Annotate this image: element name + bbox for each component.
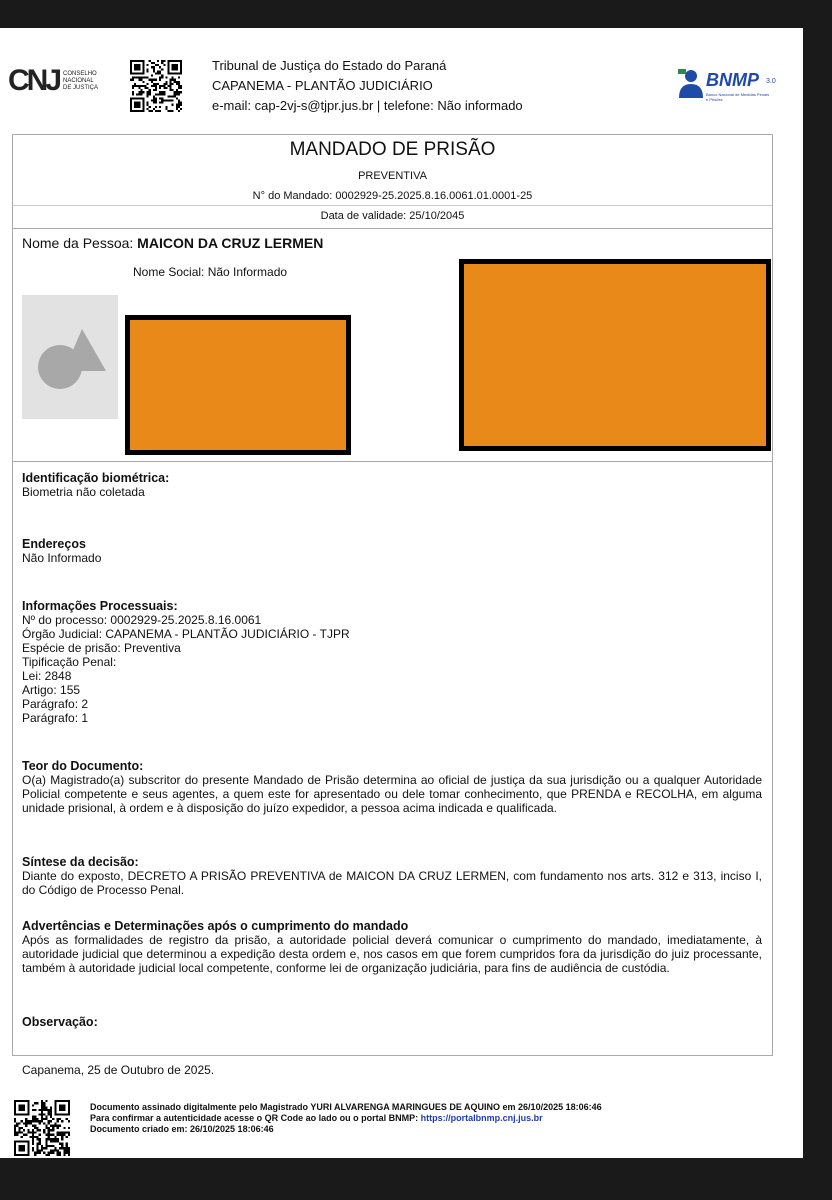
social-name: Nome Social: Não Informado (133, 265, 288, 279)
qr-code-icon[interactable] (130, 60, 182, 112)
verify-line (90, 1113, 602, 1124)
cnj-logo-icon: CNJ (8, 64, 60, 97)
signature-footer (90, 1102, 602, 1135)
section-process (22, 599, 762, 725)
redaction-box (459, 259, 771, 451)
process-line: Artigo: 155 (22, 683, 81, 697)
cnj-logo-text (63, 71, 98, 92)
bnmp-version: 3.0 (766, 78, 776, 85)
redaction-box (125, 315, 351, 455)
section-text: Diante do exposto, DECRETO A PRISÃO PREVENTIVA de MAICON DA CRUZ LERMEN, com fundamento nos arts. 312 e 313, inciso I, do Código de Processo Penal. (22, 869, 762, 897)
photo-placeholder-icon (22, 295, 118, 419)
cnj-line-3: DE JUSTIÇA (63, 84, 99, 91)
section-biometric (22, 471, 762, 499)
process-line: Órgão Judicial: CAPANEMA - PLANTÃO JUDICIÁRIO - TJPR (22, 627, 350, 641)
court-unit: CAPANEMA - PLANTÃO JUDICIÁRIO (212, 78, 433, 93)
section-heading: Observação: (22, 1015, 98, 1029)
process-line: Nº do processo: 0002929-25.2025.8.16.0061 (22, 613, 262, 627)
document-page (0, 28, 803, 1158)
person-name: MAICON DA CRUZ LERMEN (137, 235, 324, 251)
court-info (212, 56, 523, 116)
section-observation (22, 1015, 762, 1029)
process-line: Parágrafo: 2 (22, 697, 89, 711)
process-line: Lei: 2848 (22, 669, 72, 683)
section-text: Após as formalidades de registro da prisão, a autoridade policial deverá comunicar o cumprimento do mandado, imediatamente, à autoridade judicial que determinou a expedição desta ordem e, nos casos em que forem cumpridos fora da jurisdição do juiz processante, também à autoridade judicial local competente, conforme lei de organização judiciária, para fins de audiência de custódia. (22, 933, 762, 975)
cnj-line-2: NACIONAL (63, 77, 94, 84)
warrant-number: N° do Mandado: 0002929-25.2025.8.16.0061.01.0001-25 (252, 190, 533, 202)
document-header (0, 28, 803, 133)
place-date: Capanema, 25 de Outubro de 2025. (22, 1063, 215, 1077)
section-heading: Síntese da decisão: (22, 855, 139, 869)
section-text: Não Informado (22, 551, 102, 565)
section-heading: Informações Processuais: (22, 599, 178, 613)
warrant-type: PREVENTIVA (358, 170, 427, 182)
warrant-title-box (13, 135, 772, 229)
process-line: Espécie de prisão: Preventiva (22, 641, 181, 655)
section-text: O(a) Magistrado(a) subscritor do presente Mandado de Prisão determina ao oficial de justiça da sua jurisdição ou a qualquer Autoridade Policial competente e seus agentes, a quem este for apresentado ou dele tomar conhecimento, que PRENDA e RECOLHA, em alguma unidade prisional, à ordem e à disposição do juízo expedidor, a pessoa acima indicada e qualificada. (22, 773, 762, 815)
warrant-validity: Data de validade: 25/10/2045 (320, 210, 465, 222)
cnj-logo (8, 66, 98, 96)
court-contact: e-mail: cap-2vj-s@tjpr.jus.br | telefone: Não informado (212, 98, 523, 113)
bnmp-subtitle: Banco Nacional de Medidas Penais e Prisões (706, 92, 770, 102)
process-line: Parágrafo: 1 (22, 711, 89, 725)
section-addresses (22, 537, 762, 565)
section-decision (22, 855, 762, 897)
section-content (22, 759, 762, 815)
person-name-label: Nome da Pessoa: (22, 235, 138, 251)
bnmp-label: BNMP (706, 70, 759, 90)
signature-line: Documento assinado digitalmente pelo Magistrado YURI ALVARENGA MARINGUES DE AQUINO em 26/10/2025 18:06:46 (90, 1102, 602, 1112)
section-warnings (22, 919, 762, 975)
section-text: Biometria não coletada (22, 485, 145, 499)
verify-text: Para confirmar a autenticidade acesse o QR Code ao lado ou o portal BNMP: (90, 1113, 421, 1123)
cnj-line-1: CONSELHO (63, 70, 97, 77)
qr-code-icon[interactable] (14, 1100, 70, 1156)
warrant-frame (12, 134, 773, 1077)
divider (13, 461, 772, 462)
section-heading: Identificação biométrica: (22, 471, 170, 485)
section-heading: Advertências e Determinações após o cumprimento do mandado (22, 919, 409, 933)
bnmp-logo-icon (676, 68, 704, 102)
person-name-line (22, 235, 323, 251)
process-line: Tipificação Penal: (22, 655, 117, 669)
portal-link[interactable]: https://portalbnmp.cnj.jus.br (420, 1113, 543, 1123)
created-line: Documento criado em: 26/10/2025 18:06:46 (90, 1124, 274, 1134)
warrant-title: MANDADO DE PRISÃO (289, 139, 496, 160)
divider (13, 205, 772, 206)
bnmp-logo (676, 66, 786, 106)
court-name: Tribunal de Justiça do Estado do Paraná (212, 58, 447, 73)
section-heading: Teor do Documento: (22, 759, 144, 773)
section-heading: Endereços (22, 537, 86, 551)
photo-placeholder (22, 295, 118, 419)
